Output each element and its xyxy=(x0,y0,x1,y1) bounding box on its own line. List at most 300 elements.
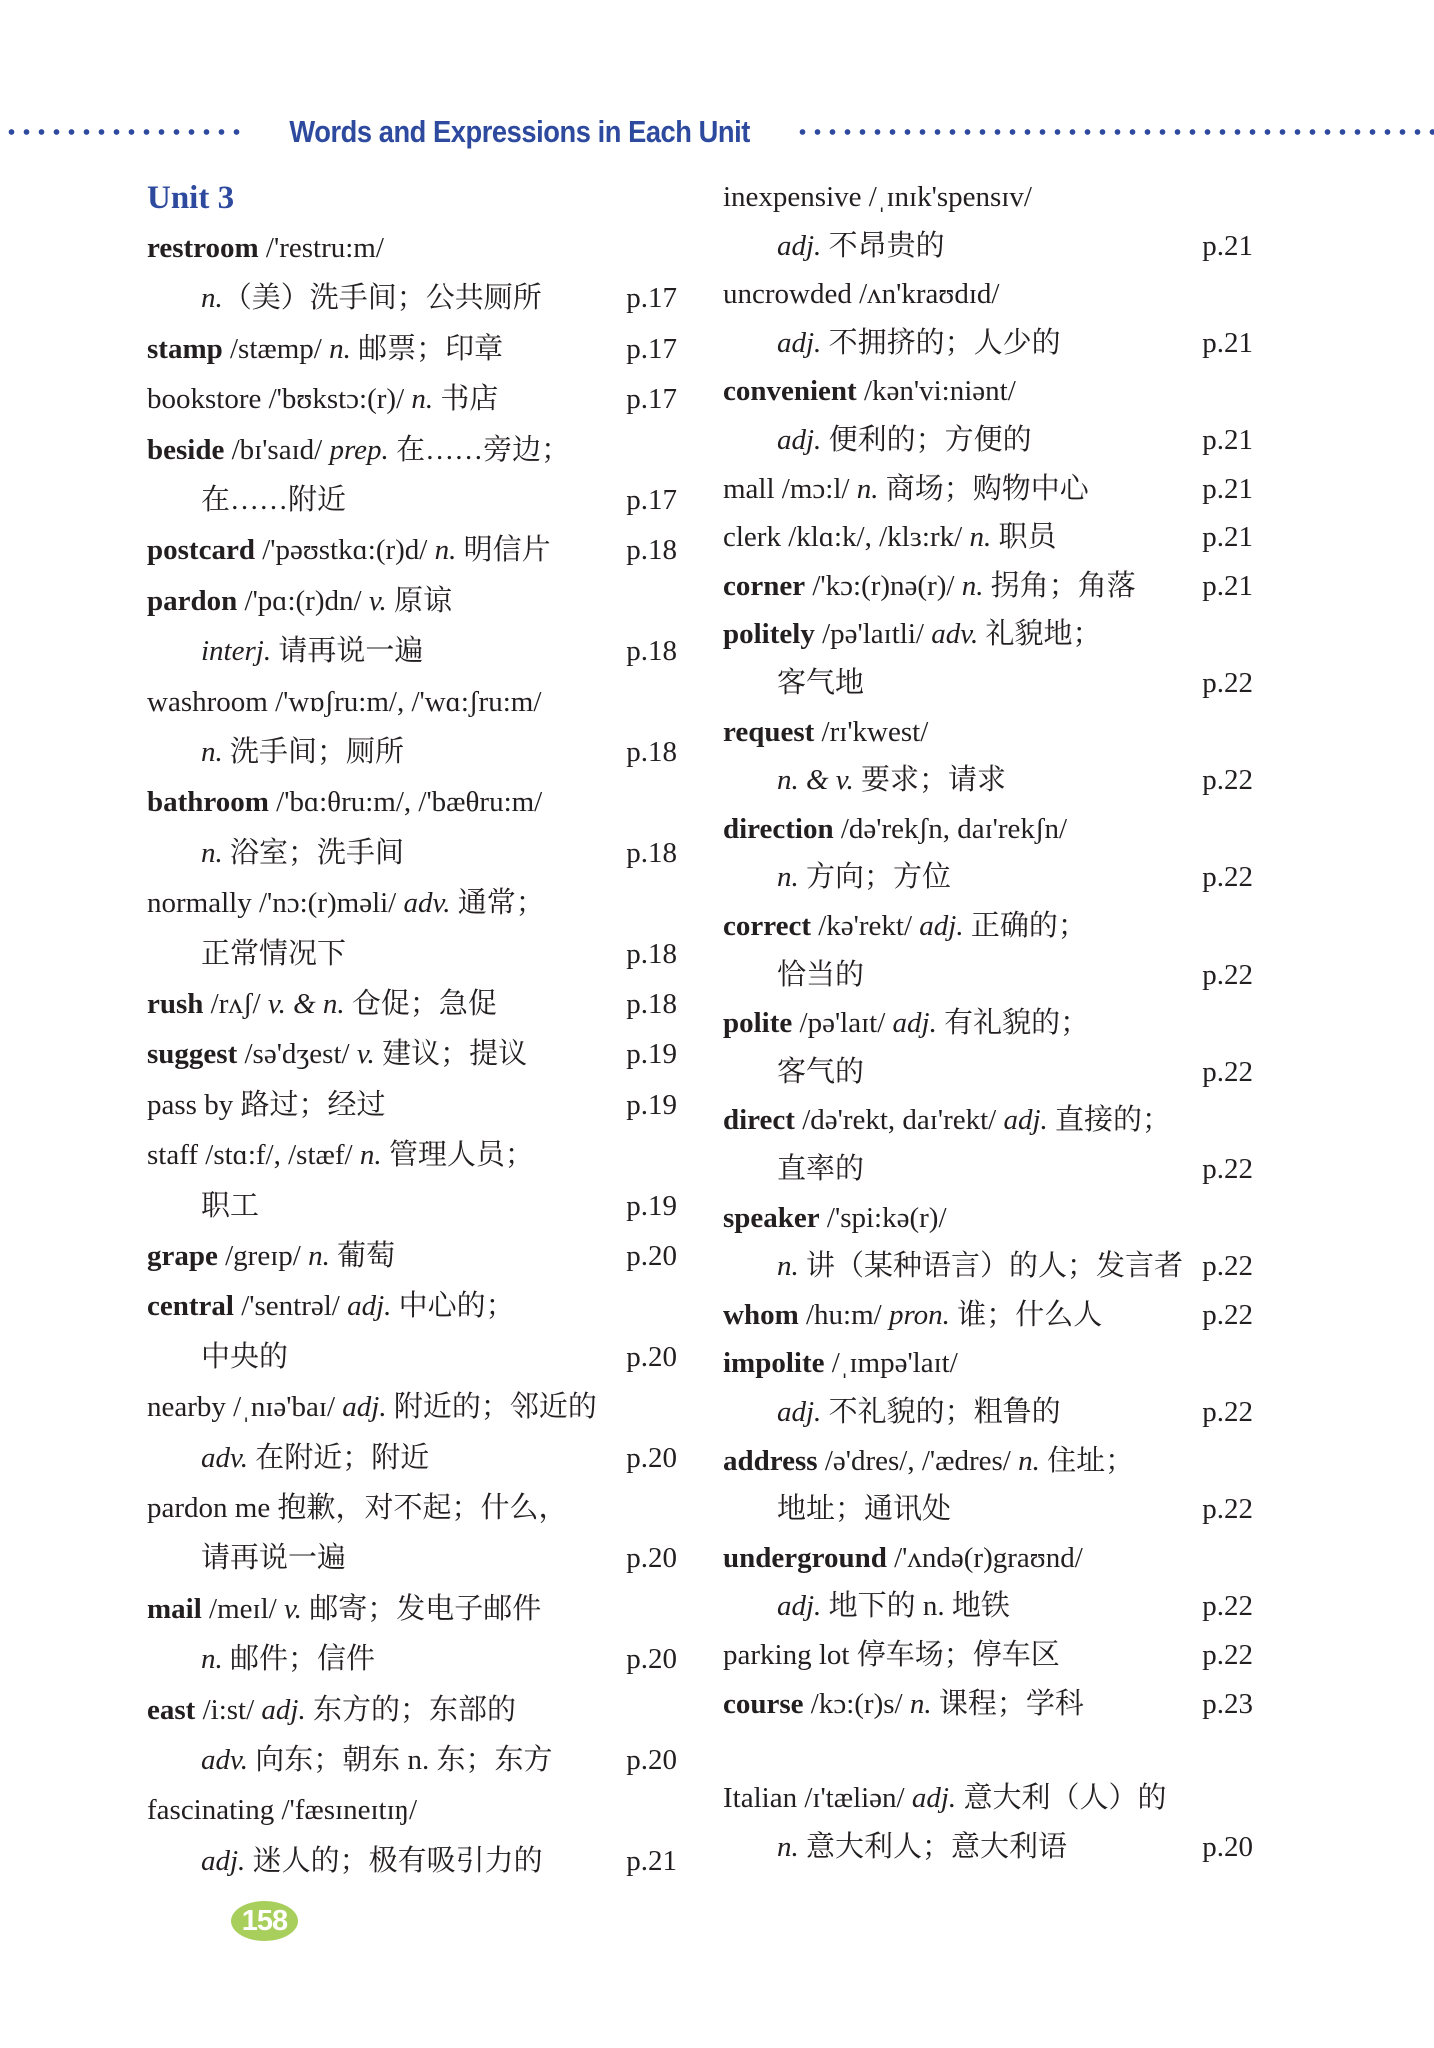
phonetic: /hu:m/ xyxy=(798,1298,889,1331)
entry-text xyxy=(723,269,999,319)
entry-text xyxy=(723,901,1087,951)
headword: grape xyxy=(147,1240,218,1272)
part-of-speech: n. xyxy=(777,1830,799,1863)
definition: 商场；购物中心 xyxy=(878,472,1089,505)
entry-continuation-line xyxy=(723,318,1253,368)
entry-continuation-line xyxy=(147,1634,677,1684)
vocab-entry xyxy=(723,1436,1253,1486)
page-reference: p.22 xyxy=(1202,764,1253,797)
part-of-speech: pron. xyxy=(888,1298,950,1331)
phonetic: /'bɑ:θru:m/, /'bæθru:m/ xyxy=(268,786,543,819)
page-reference: p.22 xyxy=(1202,861,1253,894)
page-reference: p.20 xyxy=(626,1744,677,1776)
entry-text xyxy=(723,1290,1102,1340)
part-of-speech: n. xyxy=(329,332,351,365)
entry-text xyxy=(723,804,1067,854)
headword: postcard xyxy=(147,534,255,567)
entry-text xyxy=(201,1533,346,1583)
phonetic: /ə'dres/, /'ædres/ xyxy=(817,1444,1019,1477)
part-of-speech: n. xyxy=(969,521,992,554)
page-reference: p.22 xyxy=(1202,1396,1253,1428)
headword: address xyxy=(723,1444,818,1477)
phonetic: /də'rekt, daɪ'rekt/ xyxy=(794,1104,1004,1137)
part-of-speech: n. xyxy=(201,836,223,869)
entry-text xyxy=(147,878,545,928)
part-of-speech: n. xyxy=(201,282,223,315)
entry-text xyxy=(147,1281,515,1331)
definition: 在……附近 xyxy=(201,484,347,516)
page-reference: p.21 xyxy=(1202,472,1253,505)
entry-text xyxy=(777,221,945,271)
page-reference: p.22 xyxy=(1202,1298,1253,1331)
vocab-entry xyxy=(147,1029,677,1079)
entry-text xyxy=(777,950,864,1000)
definition: 通常； xyxy=(450,887,545,920)
entry-continuation-line xyxy=(723,1144,1253,1194)
definition: 中心的； xyxy=(391,1290,515,1323)
headword: Italian xyxy=(723,1782,798,1815)
headword: normally xyxy=(147,887,252,920)
definition: 直接的； xyxy=(1047,1104,1172,1137)
phonetic: /pə'laɪtli/ xyxy=(814,618,932,651)
vocab-entry xyxy=(723,609,1253,659)
entry-text xyxy=(201,1634,375,1684)
entry-text xyxy=(723,1095,1171,1145)
entry-text xyxy=(723,512,1056,562)
entry-continuation-line xyxy=(723,755,1253,805)
headword: bookstore xyxy=(147,383,262,416)
vocab-entry xyxy=(147,1080,677,1130)
definition: 谁；什么人 xyxy=(949,1298,1103,1331)
entry-text xyxy=(147,576,452,626)
phonetic: /'pəʊstkɑ:(r)d/ xyxy=(254,534,435,567)
entry-continuation-line xyxy=(147,475,677,525)
vocab-entry xyxy=(723,1290,1253,1340)
entry-continuation-line xyxy=(723,1581,1253,1631)
part-of-speech: adj. xyxy=(777,326,822,359)
page-reference: p.18 xyxy=(626,635,677,668)
entry-text xyxy=(147,979,497,1029)
part-of-speech: adj. xyxy=(777,229,822,262)
definition: 不拥挤的；人少的 xyxy=(821,326,1061,359)
page-reference: p.19 xyxy=(626,1189,677,1222)
definition: 原谅 xyxy=(386,584,453,617)
page-reference: p.20 xyxy=(626,1441,677,1474)
page-reference: p.18 xyxy=(626,534,677,567)
entry-text xyxy=(777,1822,1067,1872)
vocab-entry xyxy=(147,1685,677,1735)
definition: 管理人员； xyxy=(381,1139,534,1172)
headword: restroom xyxy=(147,232,259,264)
page-reference: p.23 xyxy=(1202,1687,1253,1720)
definition: 洗手间；厕所 xyxy=(222,736,405,768)
entry-continuation-line xyxy=(723,950,1253,1000)
definition: 便利的；方便的 xyxy=(821,424,1032,456)
definition: 迷人的；极有吸引力的 xyxy=(245,1844,543,1877)
vocab-entry xyxy=(147,1382,677,1432)
entry-continuation-line xyxy=(147,1533,677,1583)
definition: 明信片 xyxy=(456,534,551,567)
page-reference: p.22 xyxy=(1202,1055,1253,1088)
entry-text xyxy=(147,1080,385,1130)
entry-text xyxy=(147,1382,597,1432)
entry-text xyxy=(723,1773,1166,1823)
definition: 邮寄；发电子邮件 xyxy=(301,1592,542,1625)
headword: request xyxy=(723,715,815,748)
part-of-speech: n. xyxy=(777,1250,799,1283)
part-of-speech: adj. xyxy=(201,1844,246,1877)
vocab-entry xyxy=(723,172,1253,222)
entry-text xyxy=(147,1584,541,1634)
dotted-rule-right xyxy=(795,128,1434,136)
part-of-speech: adj. xyxy=(919,910,964,942)
page-reference: p.17 xyxy=(626,282,677,315)
definition: （美）洗手间；公共厕所 xyxy=(222,282,542,315)
definition: 浴室；洗手间 xyxy=(222,836,405,869)
definition: 职工 xyxy=(201,1189,260,1222)
definition: 附近的；邻近的 xyxy=(386,1391,597,1424)
definition: 要求；请求 xyxy=(853,764,1007,797)
phonetic: /stɑ:f/, /stæf/ xyxy=(198,1139,360,1172)
phonetic: /greɪp/ xyxy=(217,1240,309,1272)
vocab-entry xyxy=(723,1095,1253,1145)
entry-text xyxy=(777,1387,1061,1437)
entry-continuation-line xyxy=(723,1241,1253,1291)
entry-continuation-line xyxy=(147,1332,677,1382)
headword: uncrowded xyxy=(723,278,852,311)
entry-continuation-line xyxy=(147,727,677,777)
part-of-speech: n. xyxy=(201,1643,223,1676)
definition: 正确的； xyxy=(963,910,1087,942)
part-of-speech: adv. xyxy=(201,1744,248,1776)
entry-text xyxy=(147,777,542,827)
phonetic: /'pɑ:(r)dn/ xyxy=(237,584,369,617)
part-of-speech: interj. xyxy=(201,635,272,668)
part-of-speech: adv. xyxy=(201,1441,248,1474)
section-title: Words and Expressions in Each Unit xyxy=(289,114,750,149)
part-of-speech: adj. xyxy=(777,424,822,456)
phonetic: /'kɔ:(r)nə(r)/ xyxy=(805,569,962,602)
headword: direction xyxy=(723,812,834,845)
definition: 向东；朝东 n. 东；东方 xyxy=(247,1744,553,1776)
part-of-speech: adj. xyxy=(342,1391,387,1424)
page-reference: p.18 xyxy=(626,988,677,1020)
entry-text xyxy=(777,852,951,902)
vocab-entry xyxy=(147,777,677,827)
entry-text xyxy=(723,464,1089,514)
headword: corner xyxy=(723,569,806,602)
page-reference: p.18 xyxy=(626,836,677,869)
entry-text xyxy=(723,561,1136,611)
phonetic: /'nɔ:(r)məli/ xyxy=(251,887,404,920)
vocab-entry xyxy=(147,324,677,374)
phonetic: /i:st/ xyxy=(195,1693,262,1726)
headword: pardon me xyxy=(147,1492,271,1524)
entry-text xyxy=(147,1130,534,1180)
definition: 职员 xyxy=(991,521,1057,554)
headword: mail xyxy=(147,1592,202,1625)
page-reference: p.17 xyxy=(626,383,677,416)
part-of-speech: adj. xyxy=(1003,1104,1048,1137)
definition: 课程；学科 xyxy=(931,1687,1084,1720)
page-reference: p.20 xyxy=(626,1340,677,1373)
phonetic: /meɪl/ xyxy=(201,1592,284,1625)
entry-text xyxy=(201,1332,288,1382)
headword: clerk xyxy=(723,521,781,554)
headword: direct xyxy=(723,1104,795,1137)
entry-text xyxy=(201,626,423,676)
entry-text xyxy=(201,273,542,323)
phonetic: /ˌɪmpə'laɪt/ xyxy=(824,1347,958,1380)
vocab-entry xyxy=(723,804,1253,854)
phonetic: /ɪ'tæliən/ xyxy=(797,1782,912,1815)
entry-text xyxy=(777,1144,864,1194)
headword: politely xyxy=(723,618,815,651)
vocab-entry xyxy=(723,901,1253,951)
entry-text xyxy=(147,525,551,575)
headword: nearby xyxy=(147,1391,226,1424)
definition: 建议；提议 xyxy=(374,1038,528,1071)
entry-continuation-line xyxy=(723,221,1253,271)
headword: pass by xyxy=(147,1088,234,1121)
definition: 东方的；东部的 xyxy=(305,1693,516,1726)
headword: suggest xyxy=(147,1038,238,1071)
entry-text xyxy=(147,374,498,424)
headword: parking lot xyxy=(723,1639,850,1671)
headword: whom xyxy=(723,1298,799,1331)
page-reference: p.21 xyxy=(1202,424,1253,456)
entry-text xyxy=(201,1735,553,1785)
definition: 地下的 n. 地铁 xyxy=(821,1590,1010,1623)
definition: 邮票；印章 xyxy=(350,332,504,365)
part-of-speech: n. xyxy=(777,861,799,894)
vocab-entry xyxy=(723,998,1253,1048)
page-reference: p.20 xyxy=(626,1643,677,1676)
headword: course xyxy=(723,1687,804,1720)
definition: 恰当的 xyxy=(777,958,865,991)
definition: 中央的 xyxy=(201,1340,289,1373)
page-reference: p.22 xyxy=(1202,1153,1253,1185)
definition: 直率的 xyxy=(777,1153,865,1185)
unit-title: Unit 3 xyxy=(147,180,235,216)
entry-continuation-line xyxy=(147,929,677,979)
definition: 拐角；角落 xyxy=(983,569,1136,602)
entry-continuation-line xyxy=(723,415,1253,465)
entry-text xyxy=(723,1436,1134,1486)
dotted-rule-left xyxy=(4,128,242,136)
entry-text xyxy=(147,1785,417,1835)
definition: 葡萄 xyxy=(329,1240,396,1272)
vocab-entry xyxy=(147,576,677,626)
entry-text xyxy=(147,324,503,374)
page-reference: p.19 xyxy=(626,1038,677,1071)
vocab-entry xyxy=(723,1338,1253,1388)
section-header xyxy=(0,112,1434,152)
headword: bathroom xyxy=(147,786,269,819)
vocab-entry xyxy=(147,1281,677,1331)
headword: speaker xyxy=(723,1201,820,1234)
phonetic: /kɔ:(r)s/ xyxy=(803,1687,910,1720)
page-reference: p.20 xyxy=(626,1542,677,1575)
definition: 书店 xyxy=(433,383,499,416)
vocab-entry xyxy=(723,269,1253,319)
entry-text xyxy=(723,1679,1084,1729)
entry-continuation-line xyxy=(147,1735,677,1785)
entry-text xyxy=(777,318,1061,368)
part-of-speech: adv. xyxy=(403,887,451,920)
entry-text xyxy=(723,707,928,757)
entry-text xyxy=(201,475,346,525)
entry-continuation-line xyxy=(723,852,1253,902)
phonetic: /kən'vi:niənt/ xyxy=(856,375,1016,408)
headword: convenient xyxy=(723,375,857,408)
entry-continuation-line xyxy=(723,1822,1253,1872)
headword: staff xyxy=(147,1139,199,1172)
definition: 地址；通讯处 xyxy=(777,1493,952,1526)
phonetic: /stæmp/ xyxy=(222,332,330,365)
entry-text xyxy=(723,1630,1060,1680)
page-reference: p.19 xyxy=(626,1088,677,1121)
definition: 停车场；停车区 xyxy=(849,1639,1060,1671)
part-of-speech: adj. xyxy=(347,1290,392,1323)
entry-text xyxy=(723,609,1101,659)
entry-text xyxy=(201,1836,543,1886)
entry-text xyxy=(777,755,1006,805)
part-of-speech: n. xyxy=(308,1240,330,1272)
vocab-entry xyxy=(723,1630,1253,1680)
headword: stamp xyxy=(147,332,223,365)
part-of-speech: adj. xyxy=(261,1693,306,1726)
headword: rush xyxy=(147,988,204,1020)
entry-text xyxy=(201,1433,429,1483)
entry-text xyxy=(201,929,346,979)
phonetic: /rʌʃ/ xyxy=(203,988,268,1020)
vocab-entry xyxy=(147,525,677,575)
page-reference: p.18 xyxy=(626,937,677,970)
headword: mall xyxy=(723,472,775,505)
phonetic: /'ʌndə(r)graʊnd/ xyxy=(886,1541,1083,1574)
page-reference: p.21 xyxy=(1202,569,1253,602)
phonetic: /'sentrəl/ xyxy=(233,1290,348,1323)
entry-continuation-line xyxy=(147,626,677,676)
entry-text xyxy=(723,1338,958,1388)
phonetic: /mɔ:l/ xyxy=(774,472,857,505)
part-of-speech: n. xyxy=(411,383,434,416)
entry-text xyxy=(147,223,384,273)
part-of-speech: v. xyxy=(356,1038,375,1071)
entry-text xyxy=(723,998,1089,1048)
definition: 礼貌地； xyxy=(978,618,1102,651)
headword: beside xyxy=(147,433,225,466)
vocab-entry xyxy=(147,1785,677,1835)
part-of-speech: adj. xyxy=(777,1590,822,1623)
definition: 不昂贵的 xyxy=(821,229,945,262)
page-reference: p.21 xyxy=(1202,229,1253,262)
headword: inexpensive xyxy=(723,181,862,213)
vocab-entry xyxy=(723,366,1253,416)
page-reference: p.21 xyxy=(1202,326,1253,359)
vocab-entry xyxy=(723,707,1253,757)
part-of-speech: n. xyxy=(434,534,457,567)
page-reference: p.17 xyxy=(626,484,677,516)
definition: 不礼貌的；粗鲁的 xyxy=(821,1396,1061,1428)
phonetic: /ˌnɪə'baɪ/ xyxy=(225,1391,343,1424)
definition: 请再说一遍 xyxy=(271,635,424,668)
entry-text xyxy=(777,1241,1183,1291)
entry-continuation-line xyxy=(147,828,677,878)
vocab-entry xyxy=(723,561,1253,611)
entry-text xyxy=(147,1231,395,1281)
part-of-speech: n. xyxy=(1018,1444,1040,1477)
vocab-entry xyxy=(147,425,677,475)
entry-text xyxy=(147,1029,527,1079)
page-reference: p.20 xyxy=(1202,1830,1253,1863)
part-of-speech: n. xyxy=(359,1139,382,1172)
vocab-entry xyxy=(147,1584,677,1634)
definition: 在……旁边； xyxy=(388,433,571,466)
part-of-speech: prep. xyxy=(329,433,389,466)
page-reference: p.18 xyxy=(626,736,677,768)
entry-continuation-line xyxy=(723,1484,1253,1534)
part-of-speech: v. & n. xyxy=(267,988,345,1020)
entry-text xyxy=(147,677,541,727)
entry-text xyxy=(777,1047,864,1097)
part-of-speech: adj. xyxy=(892,1007,937,1040)
entry-text xyxy=(201,828,404,878)
vocab-entry xyxy=(723,464,1253,514)
definition: 仓促；急促 xyxy=(344,988,497,1020)
headword: polite xyxy=(723,1007,793,1040)
phonetic: /pə'laɪt/ xyxy=(792,1007,893,1040)
definition: 方向；方位 xyxy=(798,861,952,894)
phonetic: /rɪ'kwest/ xyxy=(814,715,929,748)
vocab-entry xyxy=(723,1679,1253,1729)
page-reference: p.17 xyxy=(626,332,677,365)
definition: 在附近；附近 xyxy=(247,1441,430,1474)
phonetic: /bɪ'saɪd/ xyxy=(224,433,330,466)
vocab-entry xyxy=(723,1533,1253,1583)
page-reference: p.22 xyxy=(1202,1639,1253,1671)
vocab-entry xyxy=(147,979,677,1029)
page-reference: p.20 xyxy=(626,1240,677,1272)
definition: 抱歉，对不起；什么， xyxy=(270,1492,568,1524)
entry-text xyxy=(201,1181,259,1231)
part-of-speech: adj. xyxy=(911,1782,957,1815)
entry-text xyxy=(777,415,1032,465)
definition: 客气的 xyxy=(777,1055,865,1088)
definition: 住址； xyxy=(1039,1444,1135,1477)
page-reference: p.22 xyxy=(1202,1493,1253,1526)
definition: 客气地 xyxy=(777,667,865,699)
entry-continuation-line xyxy=(147,273,677,323)
phonetic: /ʌn'kraʊdɪd/ xyxy=(851,278,1000,311)
entry-text xyxy=(147,425,570,475)
entry-continuation-line xyxy=(147,1181,677,1231)
headword: fascinating xyxy=(147,1794,275,1827)
vocab-entry xyxy=(723,1773,1253,1823)
definition: 请再说一遍 xyxy=(201,1542,347,1575)
phonetic: /sə'dʒest/ xyxy=(237,1038,357,1071)
part-of-speech: n. xyxy=(201,736,223,768)
headword: underground xyxy=(723,1541,887,1574)
entry-text xyxy=(723,366,1016,416)
definition: 讲（某种语言）的人；发言者 xyxy=(798,1250,1184,1283)
phonetic: /ˌɪnɪk'spensɪv/ xyxy=(861,181,1032,213)
phonetic: /'bʊkstɔ:(r)/ xyxy=(261,383,412,416)
definition: 意大利（人）的 xyxy=(956,1782,1167,1815)
entry-text xyxy=(723,172,1032,222)
part-of-speech: adj. xyxy=(777,1396,822,1428)
